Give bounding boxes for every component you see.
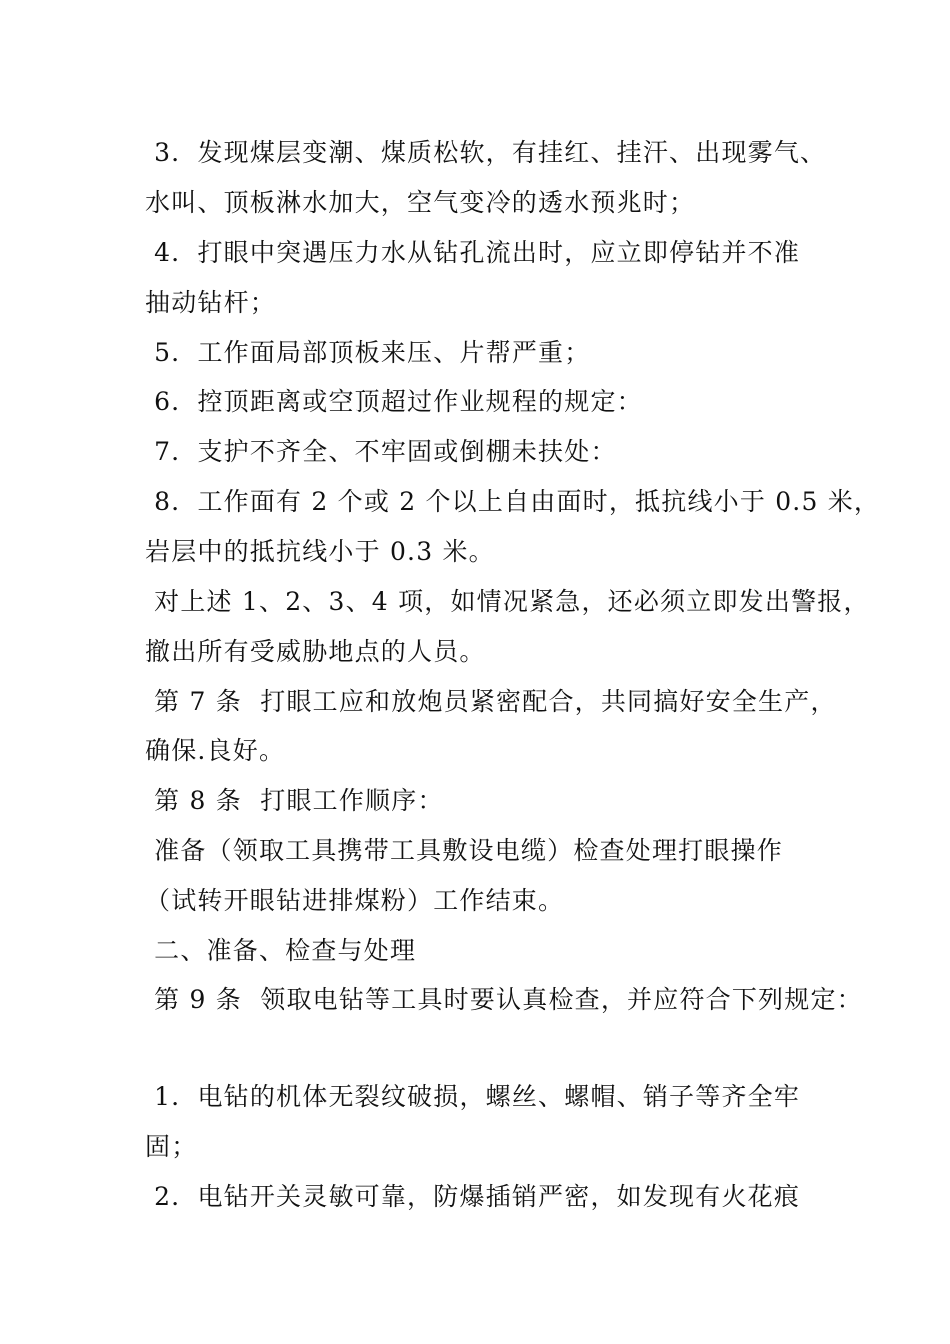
text-line-rule-1-cont: 固； bbox=[145, 1132, 198, 1161]
text-line-rule-1: 1．电钻的机体无裂纹破损，螺丝、螺帽、销子等齐全牢 bbox=[145, 1082, 801, 1111]
text-line-item-3: 3．发现煤层变潮、煤质松软，有挂红、挂汗、出现雾气、 bbox=[145, 138, 827, 167]
text-line-item-3-cont: 水叫、顶板淋水加大，空气变冷的透水预兆时； bbox=[145, 188, 696, 217]
text-line-article-7-cont: 确保.良好。 bbox=[145, 736, 286, 765]
text-line-item-4: 4．打眼中突遇压力水从钻孔流出时，应立即停钻并不准 bbox=[145, 238, 801, 267]
text-line-warning: 对上述 1、2、3、4 项，如情况紧急，还必须立即发出警报， bbox=[145, 587, 870, 616]
text-line-item-7: 7．支护不齐全、不牢固或倒棚未扶处： bbox=[145, 437, 617, 466]
text-line-item-6: 6．控顶距离或空顶超过作业规程的规定： bbox=[145, 387, 643, 416]
text-line-item-8: 8．工作面有 2 个或 2 个以上自由面时，抵抗线小于 0.5 米， bbox=[145, 487, 881, 516]
section-heading: 二、准备、检查与处理 bbox=[145, 936, 417, 965]
text-line-item-5: 5．工作面局部顶板来压、片帮严重； bbox=[145, 338, 591, 367]
text-line-item-4-cont: 抽动钻杆； bbox=[145, 288, 277, 317]
text-line-article-9: 第 9 条 领取电钻等工具时要认真检查，并应符合下列规定： bbox=[145, 985, 863, 1014]
text-line-item-8-cont: 岩层中的抵抗线小于 0.3 米。 bbox=[145, 537, 495, 566]
text-line-rule-2: 2．电钻开关灵敏可靠，防爆插销严密，如发现有火花痕 bbox=[145, 1182, 801, 1211]
text-line-sequence-cont: （试转开眼钻进排煤粉）工作结束。 bbox=[145, 886, 565, 915]
text-line-sequence: 准备（领取工具携带工具敷设电缆）检查处理打眼操作 bbox=[145, 836, 783, 865]
text-line-warning-cont: 撤出所有受威胁地点的人员。 bbox=[145, 637, 486, 666]
text-line-article-7: 第 7 条 打眼工应和放炮员紧密配合，共同搞好安全生产， bbox=[145, 687, 837, 716]
text-line-article-8: 第 8 条 打眼工作顺序： bbox=[145, 786, 444, 815]
